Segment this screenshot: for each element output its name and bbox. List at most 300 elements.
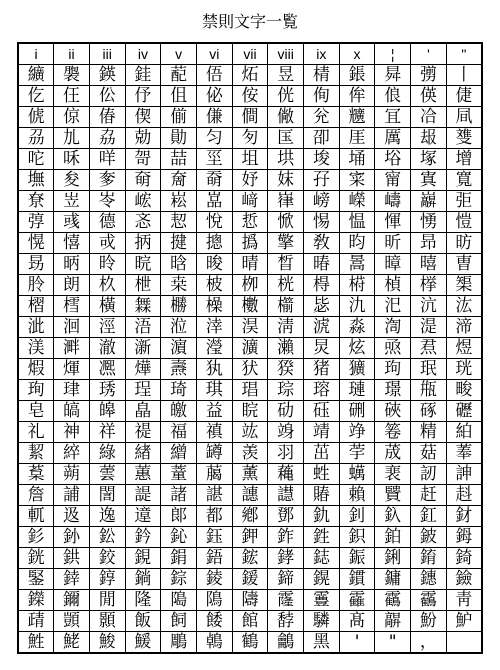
character-cell: ， [411, 632, 447, 654]
table-row [18, 548, 482, 569]
table-row [18, 317, 482, 338]
column-header: ii [54, 43, 90, 65]
character-cell: 譿 [268, 485, 304, 506]
table-row [18, 128, 482, 149]
character-cell: 伹 [161, 86, 197, 107]
character-cell: 緖 [125, 443, 161, 464]
character-cell: 鄧 [268, 506, 304, 527]
character-cell: 侚 [304, 86, 340, 107]
character-cell: 咜 [18, 149, 54, 170]
character-cell: 睆 [232, 401, 268, 422]
table-row [18, 611, 482, 632]
column-header: ' [411, 43, 447, 65]
character-cell: 錂 [196, 569, 232, 590]
character-cell: 昱 [268, 65, 304, 86]
character-cell: 桒 [161, 275, 197, 296]
character-cell: 橆 [125, 296, 161, 317]
table-row [18, 275, 482, 296]
character-cell: 恝 [161, 212, 197, 233]
character-cell: 暲 [375, 254, 411, 275]
table-row [18, 65, 482, 86]
column-header: viii [268, 43, 304, 65]
character-cell: 荿 [375, 443, 411, 464]
character-cell: 兊 [304, 107, 340, 128]
table-row [18, 86, 482, 107]
character-cell: 昻 [411, 233, 447, 254]
character-cell: 橾 [196, 296, 232, 317]
character-cell: 摠 [196, 233, 232, 254]
character-cell: 禛 [196, 422, 232, 443]
character-cell: 劦 [89, 128, 125, 149]
character-cell: 惲 [375, 212, 411, 233]
character-cell: 釭 [411, 506, 447, 527]
character-cell: 賴 [339, 485, 375, 506]
character-cell: 銈 [125, 65, 161, 86]
character-cell: 瀨 [268, 338, 304, 359]
character-cell: 坙 [196, 149, 232, 170]
character-cell: 魵 [411, 611, 447, 632]
character-cell: 鐱 [446, 569, 482, 590]
character-cell: 錡 [446, 548, 482, 569]
character-cell: 靃 [339, 590, 375, 611]
character-cell: 昉 [446, 233, 482, 254]
character-cell: 沆 [411, 296, 447, 317]
character-cell: 岺 [89, 191, 125, 212]
character-cell: 汜 [375, 296, 411, 317]
character-cell: 垬 [268, 149, 304, 170]
character-cell: 皛 [125, 401, 161, 422]
character-cell: 炅 [304, 338, 340, 359]
character-cell: 箞 [375, 422, 411, 443]
character-cell: 鄕 [232, 506, 268, 527]
character-cell: 濵 [161, 338, 197, 359]
character-cell: 槢 [18, 296, 54, 317]
character-cell: 禔 [125, 422, 161, 443]
character-cell: 彧 [54, 212, 90, 233]
character-cell: 弴 [18, 212, 54, 233]
character-cell: 裵 [375, 464, 411, 485]
character-cell: 岦 [54, 191, 90, 212]
character-cell: 琩 [232, 380, 268, 401]
character-cell: 撝 [232, 233, 268, 254]
character-cell: 栁 [232, 275, 268, 296]
character-cell: 絜 [18, 443, 54, 464]
character-cell: 涬 [196, 317, 232, 338]
character-cell: 孖 [304, 170, 340, 191]
character-cell: 釥 [54, 527, 90, 548]
character-cell: 鋕 [304, 548, 340, 569]
character-cell: 厲 [375, 128, 411, 149]
character-cell: 渹 [375, 317, 411, 338]
character-cell: 驎 [304, 611, 340, 632]
character-cell: 瑢 [304, 380, 340, 401]
character-cell: 德 [89, 212, 125, 233]
character-cell: 鉎 [304, 527, 340, 548]
character-cell: 鋧 [125, 548, 161, 569]
character-cell: 氿 [339, 296, 375, 317]
character-cell: 譓 [232, 485, 268, 506]
character-cell: 曺 [446, 254, 482, 275]
character-cell: 茁 [304, 443, 340, 464]
character-cell: 惞 [268, 212, 304, 233]
character-cell: 燾 [161, 359, 197, 380]
character-cell: 嵭 [304, 191, 340, 212]
character-cell: 侒 [232, 86, 268, 107]
character-cell: 鍈 [89, 65, 125, 86]
character-cell: 﨎 [446, 128, 482, 149]
character-cell: 昤 [89, 254, 125, 275]
character-cell: 蘒 [268, 464, 304, 485]
character-cell: 竑 [232, 422, 268, 443]
character-cell: 菇 [411, 443, 447, 464]
character-cell: 鉸 [89, 548, 125, 569]
character-cell: 汯 [446, 296, 482, 317]
character-cell: 訒 [411, 464, 447, 485]
character-cell: 鎤 [304, 569, 340, 590]
character-cell: 繒 [161, 443, 197, 464]
character-cell: 傔 [196, 107, 232, 128]
character-cell: 增 [446, 149, 482, 170]
character-cell: 妤 [232, 170, 268, 191]
character-cell: 橳 [161, 296, 197, 317]
character-cell: 愰 [18, 233, 54, 254]
forbidden-characters-table [17, 42, 483, 654]
character-cell: 靑 [446, 590, 482, 611]
table-row [18, 233, 482, 254]
character-cell: 﨣 [446, 485, 482, 506]
character-cell: 咩 [89, 149, 125, 170]
character-cell: 飯 [125, 611, 161, 632]
character-cell: 﨡 [304, 464, 340, 485]
character-cell: 嶹 [375, 191, 411, 212]
character-cell: 寀 [339, 170, 375, 191]
character-cell: 鶴 [232, 632, 268, 654]
character-cell: 暙 [304, 254, 340, 275]
character-cell: 杦 [89, 275, 125, 296]
character-cell: 崧 [161, 191, 197, 212]
table-row [18, 149, 482, 170]
column-header: ¦ [375, 43, 411, 65]
character-cell: 暿 [411, 254, 447, 275]
character-cell: 忞 [125, 212, 161, 233]
character-cell: 伀 [89, 86, 125, 107]
character-cell: 鈼 [268, 527, 304, 548]
character-cell: 瀇 [232, 338, 268, 359]
character-cell: 凞 [89, 359, 125, 380]
character-cell: 咊 [54, 149, 90, 170]
table-row [18, 443, 482, 464]
character-cell: 晥 [125, 254, 161, 275]
character-cell: 偆 [89, 107, 125, 128]
character-cell: 丨 [446, 65, 482, 86]
table-row [18, 527, 482, 548]
character-cell: 兤 [339, 107, 375, 128]
table-row [18, 212, 482, 233]
character-cell: 枻 [125, 275, 161, 296]
character-cell: 魲 [446, 611, 482, 632]
character-cell: 鋿 [125, 569, 161, 590]
character-cell: 鑅 [18, 590, 54, 611]
character-cell: 俉 [196, 65, 232, 86]
character-cell: 昞 [54, 254, 90, 275]
character-cell: 嵓 [196, 191, 232, 212]
character-cell: 燁 [125, 359, 161, 380]
character-cell: 抦 [125, 233, 161, 254]
character-cell: 鉷 [54, 548, 90, 569]
character-cell: 妺 [268, 170, 304, 191]
character-cell: 砡 [304, 401, 340, 422]
character-cell: 偂 [161, 107, 197, 128]
character-cell: 都 [196, 506, 232, 527]
character-cell: 﨨 [54, 569, 90, 590]
character-cell: 涖 [161, 317, 197, 338]
character-cell: 涇 [89, 317, 125, 338]
character-cell: 蕫 [161, 464, 197, 485]
character-cell: 勀 [125, 128, 161, 149]
table-row [18, 254, 482, 275]
character-cell: 晙 [196, 254, 232, 275]
character-cell: 綠 [89, 443, 125, 464]
character-cell: 遧 [125, 506, 161, 527]
character-cell: 皞 [89, 401, 125, 422]
character-cell: 嵂 [268, 191, 304, 212]
table-row [18, 359, 482, 380]
character-cell: 犱 [196, 359, 232, 380]
character-cell: 珣 [18, 380, 54, 401]
character-cell: 鈊 [161, 527, 197, 548]
column-header: vii [232, 43, 268, 65]
character-cell: 惕 [304, 212, 340, 233]
table-row [18, 107, 482, 128]
character-cell: 樰 [54, 296, 90, 317]
character-cell: 敎 [304, 233, 340, 254]
character-cell: 桄 [268, 275, 304, 296]
character-cell: 塚 [411, 149, 447, 170]
character-cell: 隝 [196, 590, 232, 611]
character-cell: 礼 [18, 422, 54, 443]
character-cell: 櫢 [232, 296, 268, 317]
character-cell: 晳 [268, 254, 304, 275]
character-cell: 悅 [196, 212, 232, 233]
character-cell: 炻 [232, 65, 268, 86]
character-cell: 黑 [304, 632, 340, 654]
table-row [18, 296, 482, 317]
character-cell: 霳 [268, 590, 304, 611]
character-cell: 猤 [268, 359, 304, 380]
character-cell: 珖 [446, 359, 482, 380]
character-cell: 珵 [125, 380, 161, 401]
character-cell: 珉 [411, 359, 447, 380]
character-cell: 福 [161, 422, 197, 443]
character-cell: 渼 [18, 338, 54, 359]
character-cell: 釗 [339, 506, 375, 527]
table-row [18, 422, 482, 443]
character-cell: 鉧 [446, 527, 482, 548]
character-cell: 鋠 [339, 548, 375, 569]
column-header: ix [304, 43, 340, 65]
character-cell: 蓜 [161, 65, 197, 86]
character-cell: 朎 [18, 275, 54, 296]
character-cell: 硎 [339, 401, 375, 422]
page-title: 禁則文字一覧 [201, 12, 298, 31]
character-cell: 煆 [18, 359, 54, 380]
character-cell: 鵫 [196, 632, 232, 654]
character-cell: 顥 [89, 611, 125, 632]
character-cell: 鋙 [196, 548, 232, 569]
character-cell: 凬 [446, 107, 482, 128]
character-cell: 硤 [375, 401, 411, 422]
character-cell: 餧 [196, 611, 232, 632]
character-cell: 珒 [54, 380, 90, 401]
character-cell: 澵 [125, 338, 161, 359]
character-cell: 霻 [304, 590, 340, 611]
character-cell: 鋗 [161, 548, 197, 569]
character-cell: 蒴 [54, 464, 90, 485]
character-cell: " [375, 632, 411, 654]
character-cell: 諶 [196, 485, 232, 506]
character-cell: 隆 [125, 590, 161, 611]
character-cell: 哿 [125, 149, 161, 170]
character-cell: 錝 [161, 569, 197, 590]
character-cell: 馞 [268, 611, 304, 632]
character-cell: 鏸 [411, 569, 447, 590]
character-cell: 益 [196, 401, 232, 422]
character-cell: 蕙 [125, 464, 161, 485]
character-cell: 埇 [339, 149, 375, 170]
character-cell: 飼 [161, 611, 197, 632]
character-cell: 薰 [232, 464, 268, 485]
character-cell: 鈹 [411, 527, 447, 548]
character-cell: 奣 [196, 170, 232, 191]
character-cell: 鮏 [18, 632, 54, 654]
character-cell: 揵 [161, 233, 197, 254]
character-cell: 劯 [268, 401, 304, 422]
character-cell: 鉀 [232, 527, 268, 548]
column-header: v [161, 43, 197, 65]
character-cell: 淏 [232, 317, 268, 338]
character-cell: 鉙 [339, 527, 375, 548]
character-cell: 榘 [446, 275, 482, 296]
character-cell: 侔 [339, 86, 375, 107]
character-cell: 焄 [411, 338, 447, 359]
character-cell: 精 [411, 422, 447, 443]
character-cell: 﨑 [232, 191, 268, 212]
character-cell: 匀 [196, 128, 232, 149]
table-header [18, 43, 482, 65]
character-cell: 葈 [18, 464, 54, 485]
character-cell: 櫤 [268, 296, 304, 317]
character-cell: 憘 [54, 233, 90, 254]
character-cell: 蕓 [89, 464, 125, 485]
character-cell: 銧 [18, 548, 54, 569]
character-cell: 琪 [196, 380, 232, 401]
character-cell: 洄 [54, 317, 90, 338]
character-cell: 﨔 [411, 275, 447, 296]
character-cell: 逸 [89, 506, 125, 527]
character-cell: 僘 [268, 107, 304, 128]
character-cell: 卲 [304, 128, 340, 149]
character-cell: 埈 [304, 149, 340, 170]
character-cell: 俿 [18, 107, 54, 128]
table-row [18, 569, 482, 590]
character-cell: 仡 [18, 86, 54, 107]
character-cell: 釤 [18, 527, 54, 548]
column-header: i [18, 43, 54, 65]
character-cell: 玽 [375, 359, 411, 380]
character-cell: 坥 [232, 149, 268, 170]
character-cell: 﨟 [196, 464, 232, 485]
character-cell: 祥 [89, 422, 125, 443]
character-cell: 郞 [161, 506, 197, 527]
character-cell: ' [339, 632, 375, 654]
table-row [18, 170, 482, 191]
character-cell: 鈐 [125, 527, 161, 548]
character-cell: 仼 [54, 86, 90, 107]
character-cell: 朗 [54, 275, 90, 296]
character-cell: 劜 [54, 128, 90, 149]
character-cell: 靍 [375, 590, 411, 611]
character-cell: 錞 [89, 569, 125, 590]
character-cell: 羽 [268, 443, 304, 464]
character-cell: 弡 [446, 191, 482, 212]
character-cell: 彅 [411, 65, 447, 86]
character-cell: 釮 [446, 506, 482, 527]
character-cell: 鋐 [232, 548, 268, 569]
character-cell: 偀 [411, 86, 447, 107]
character-cell: 諸 [161, 485, 197, 506]
table-row [18, 506, 482, 527]
character-cell: 靖 [304, 422, 340, 443]
character-cell: 佖 [196, 86, 232, 107]
character-cell: 賰 [304, 485, 340, 506]
table-row [18, 380, 482, 401]
character-cell: 贒 [375, 485, 411, 506]
character-cell: 淸 [268, 317, 304, 338]
character-cell: 鑈 [54, 590, 90, 611]
character-cell: 﨏 [375, 149, 411, 170]
character-cell: 琦 [161, 380, 197, 401]
character-cell: 奝 [161, 170, 197, 191]
character-cell: 煜 [446, 338, 482, 359]
character-cell: 叝 [411, 128, 447, 149]
character-cell: 鏆 [339, 569, 375, 590]
character-cell: 溿 [54, 338, 90, 359]
character-cell: 軏 [18, 506, 54, 527]
character-cell: 鮻 [89, 632, 125, 654]
character-cell: 淼 [339, 317, 375, 338]
character-cell: 鰀 [125, 632, 161, 654]
character-cell: 錥 [411, 548, 447, 569]
character-cell: 璟 [375, 380, 411, 401]
character-cell: 炫 [339, 338, 375, 359]
character-cell: 戓 [89, 233, 125, 254]
character-cell: 絈 [446, 422, 482, 443]
character-cell: 鋓 [375, 548, 411, 569]
character-cell: 冾 [411, 107, 447, 128]
character-cell: 顗 [54, 611, 90, 632]
character-cell: 倢 [446, 86, 482, 107]
character-cell: 棈 [304, 65, 340, 86]
character-cell: 﨧 [268, 548, 304, 569]
character-cell: 璉 [339, 380, 375, 401]
table-row [18, 401, 482, 422]
character-cell: 尞 [18, 191, 54, 212]
character-cell: 愷 [446, 212, 482, 233]
table-row [18, 191, 482, 212]
character-cell: 奛 [125, 170, 161, 191]
character-cell: 鍰 [232, 569, 268, 590]
character-cell: 僴 [232, 107, 268, 128]
